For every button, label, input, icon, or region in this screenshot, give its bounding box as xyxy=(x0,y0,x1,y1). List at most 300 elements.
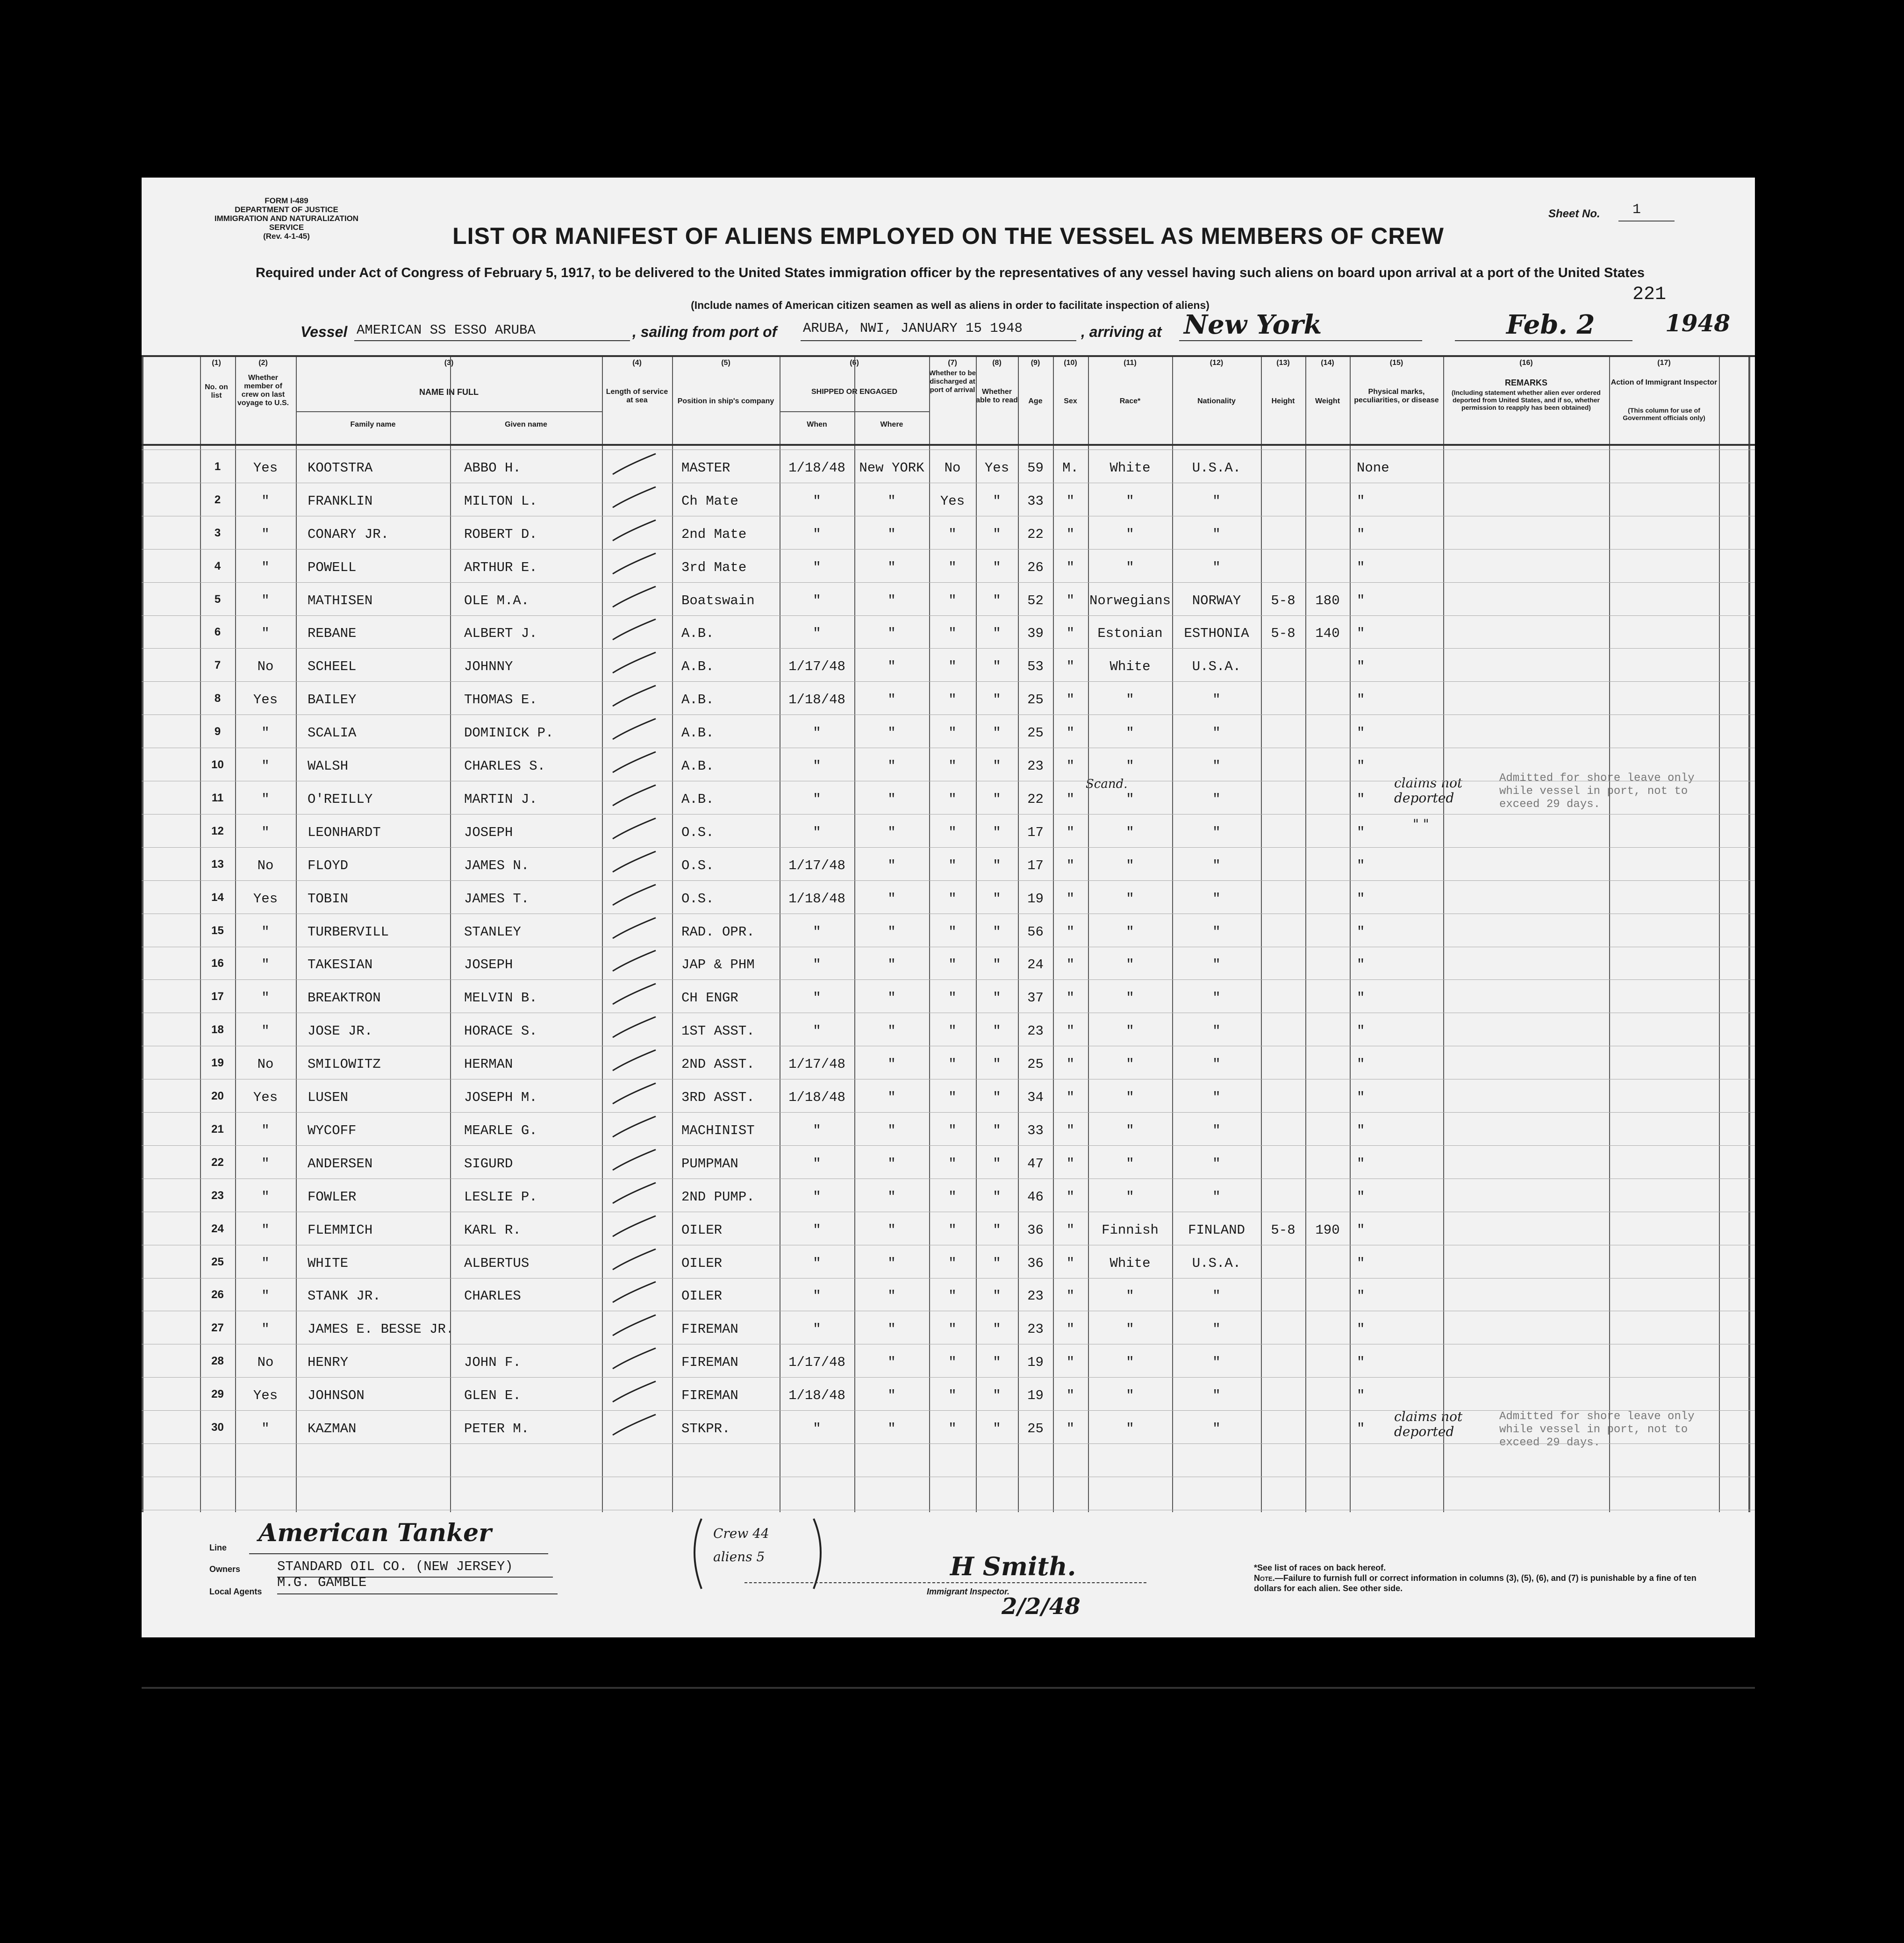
cell-family: BAILEY xyxy=(308,692,357,707)
cell-no: 24 xyxy=(211,1222,224,1235)
cell-nat: " xyxy=(1212,692,1221,707)
cell-phys: " xyxy=(1357,990,1365,1006)
cell-age: 17 xyxy=(1027,858,1044,873)
cell-prev: " xyxy=(261,1023,270,1039)
cell-nat: " xyxy=(1212,1288,1221,1304)
cell-prev: " xyxy=(261,990,270,1006)
cell-given: MELVIN B. xyxy=(464,990,537,1006)
header-action: Action of Immigrant Inspector xyxy=(1611,379,1718,386)
cell-given: HERMAN xyxy=(464,1057,513,1072)
vessel-underline xyxy=(354,340,630,341)
cell-family: LUSEN xyxy=(308,1090,349,1105)
stamp-number: 221 xyxy=(1632,284,1667,305)
cell-race: " xyxy=(1126,792,1134,807)
cell-sex: " xyxy=(1066,924,1075,940)
cell-nat: " xyxy=(1212,527,1221,542)
crew-count: Crew 44 xyxy=(713,1526,769,1541)
cell-no: 4 xyxy=(214,560,221,572)
check-mark-icon xyxy=(609,517,660,545)
cell-given: CHARLES S. xyxy=(464,758,546,774)
cell-no: 3 xyxy=(214,527,221,539)
line-underline xyxy=(249,1553,548,1554)
cell-phys: " xyxy=(1357,924,1365,940)
cell-position: O.S. xyxy=(681,858,714,873)
cell-family: TAKESIAN xyxy=(308,957,373,972)
sheet-no-label: Sheet No. xyxy=(1548,207,1600,220)
cell-sex: " xyxy=(1066,1156,1075,1172)
header-weight: Weight xyxy=(1315,397,1340,405)
cell-where: " xyxy=(888,1023,896,1039)
cell-where: " xyxy=(888,527,896,542)
cell-no: 14 xyxy=(211,891,224,904)
cell-phys: " xyxy=(1357,1057,1365,1072)
cell-weight: 180 xyxy=(1315,593,1340,608)
header-physical: Physical marks, peculiarities, or disease xyxy=(1354,388,1439,404)
cell-family: KAZMAN xyxy=(308,1421,357,1436)
col-num: (2) xyxy=(258,359,268,367)
cell-read: " xyxy=(993,1222,1001,1238)
cell-family: TOBIN xyxy=(308,891,349,907)
table-row xyxy=(142,1388,1755,1407)
cell-age: 26 xyxy=(1027,560,1044,575)
table-row xyxy=(142,957,1755,976)
check-mark-icon xyxy=(609,749,660,777)
agents-underline xyxy=(277,1593,558,1594)
cell-phys: " xyxy=(1357,1322,1365,1337)
header-bottom-rule xyxy=(142,444,1755,446)
cell-read: " xyxy=(993,527,1001,542)
inspector-date: 2/2/48 xyxy=(1002,1593,1081,1620)
cell-no: 8 xyxy=(214,692,221,705)
cell-nat: U.S.A. xyxy=(1192,659,1241,674)
cell-nat: ESTHONIA xyxy=(1184,626,1249,641)
cell-when: " xyxy=(813,990,821,1006)
cell-no: 27 xyxy=(211,1322,224,1334)
header-discharged: Whether to be discharged at port of arrival xyxy=(929,369,976,394)
header-name-in-full: NAME IN FULL xyxy=(419,387,479,397)
cell-where: " xyxy=(888,924,896,940)
cell-when: " xyxy=(813,1123,821,1138)
cell-where: " xyxy=(888,1123,896,1138)
crew-count-note xyxy=(687,1514,828,1593)
sailing-underline xyxy=(801,340,1076,341)
cell-when: 1/18/48 xyxy=(788,460,845,476)
header-action-note: (This column for use of Government officials only) xyxy=(1623,407,1705,421)
cell-given: DOMINICK P. xyxy=(464,725,554,741)
header-when: When xyxy=(807,421,827,429)
cell-age: 53 xyxy=(1027,659,1044,674)
cell-nat: " xyxy=(1212,858,1221,873)
cell-sex: " xyxy=(1066,792,1075,807)
cell-family: JOSE JR. xyxy=(308,1023,373,1039)
cell-no: 2 xyxy=(214,493,221,506)
row-rule xyxy=(142,979,1755,980)
cell-when: " xyxy=(813,1222,821,1238)
cell-disch: " xyxy=(948,825,957,840)
header-race: Race* xyxy=(1119,397,1141,405)
cell-sex: " xyxy=(1066,858,1075,873)
cell-no: 29 xyxy=(211,1388,224,1400)
cell-position: OILER xyxy=(681,1256,723,1271)
cell-read: " xyxy=(993,990,1001,1006)
cell-sex: " xyxy=(1066,1421,1075,1436)
column-rule xyxy=(235,355,236,1512)
cell-sex: " xyxy=(1066,1123,1075,1138)
cell-position: 2ND PUMP. xyxy=(681,1189,755,1205)
cell-family: SCHEEL xyxy=(308,659,357,674)
cell-phys: " xyxy=(1357,626,1365,641)
form-id-line: (Rev. 4-1-45) xyxy=(263,232,310,241)
vessel-line xyxy=(301,309,1731,346)
cell-phys: " xyxy=(1357,493,1365,509)
cell-given: MEARLE G. xyxy=(464,1123,537,1138)
cell-height: 5-8 xyxy=(1271,593,1296,608)
cell-prev: No xyxy=(257,858,274,873)
table-row xyxy=(142,1322,1755,1340)
header-no-on-list: No. on list xyxy=(205,383,228,400)
cell-phys: " xyxy=(1357,1123,1365,1138)
cell-where: " xyxy=(888,626,896,641)
cell-disch: " xyxy=(948,1388,957,1403)
cell-read: " xyxy=(993,957,1001,972)
cell-family: JOHNSON xyxy=(308,1388,365,1403)
row-rule xyxy=(142,681,1755,682)
cell-given: CHARLES xyxy=(464,1288,521,1304)
cell-family: FRANKLIN xyxy=(308,493,373,509)
check-mark-icon xyxy=(609,1345,660,1373)
header-nationality: Nationality xyxy=(1197,397,1236,405)
cell-given: HORACE S. xyxy=(464,1023,537,1039)
cell-age: 25 xyxy=(1027,1421,1044,1436)
cell-given: THOMAS E. xyxy=(464,692,537,707)
cell-given: MILTON L. xyxy=(464,493,537,509)
check-mark-icon xyxy=(609,1312,660,1340)
cell-no: 1 xyxy=(214,460,221,473)
col-num: (14) xyxy=(1321,359,1334,367)
header-given-name: Given name xyxy=(505,421,547,429)
line-value: American Tanker xyxy=(258,1519,492,1547)
cell-disch: " xyxy=(948,659,957,674)
check-mark-icon xyxy=(609,882,660,910)
cell-race: " xyxy=(1126,725,1134,741)
check-mark-icon xyxy=(609,981,660,1009)
cell-family: POWELL xyxy=(308,560,357,575)
cell-read: " xyxy=(993,1057,1001,1072)
cell-sex: " xyxy=(1066,1057,1075,1072)
cell-disch: " xyxy=(948,758,957,774)
cell-disch: " xyxy=(948,1421,957,1436)
table-row xyxy=(142,1090,1755,1108)
cell-sex: " xyxy=(1066,593,1075,608)
cell-when: 1/18/48 xyxy=(788,1090,845,1105)
cell-phys: " xyxy=(1357,1355,1365,1370)
cell-phys: " xyxy=(1357,957,1365,972)
cell-prev: Yes xyxy=(253,460,278,476)
row-rule xyxy=(142,1410,1755,1411)
cell-where: " xyxy=(888,1090,896,1105)
column-rule xyxy=(672,355,673,1512)
cell-nat: U.S.A. xyxy=(1192,460,1241,476)
cell-disch: Yes xyxy=(940,493,965,509)
cell-phys: " xyxy=(1357,527,1365,542)
cell-disch: " xyxy=(948,1256,957,1271)
cell-sex: " xyxy=(1066,659,1075,674)
cell-race: " xyxy=(1126,957,1134,972)
cell-where: " xyxy=(888,1355,896,1370)
cell-prev: " xyxy=(261,1256,270,1271)
column-rule xyxy=(1305,355,1306,1512)
cell-disch: " xyxy=(948,527,957,542)
cell-nat: " xyxy=(1212,725,1221,741)
cell-disch: " xyxy=(948,1322,957,1337)
cell-sex: " xyxy=(1066,626,1075,641)
cell-when: 1/17/48 xyxy=(788,1057,845,1072)
cell-nat: " xyxy=(1212,792,1221,807)
cell-where: " xyxy=(888,493,896,509)
cell-when: 1/18/48 xyxy=(788,692,845,707)
cell-given: LESLIE P. xyxy=(464,1189,537,1205)
line-label: Line xyxy=(209,1543,227,1552)
cell-age: 25 xyxy=(1027,725,1044,741)
arrival-year: 1948 xyxy=(1665,309,1731,337)
table-row xyxy=(142,1256,1755,1274)
column-rule xyxy=(929,355,930,1512)
cell-where: " xyxy=(888,1189,896,1205)
cell-position: A.B. xyxy=(681,792,714,807)
cell-age: 33 xyxy=(1027,493,1044,509)
cell-when: " xyxy=(813,593,821,608)
remark-shore-leave: Admitted for shore leave only while vessel in port, not to exceed 29 days. xyxy=(1499,1410,1695,1449)
table-row xyxy=(142,1023,1755,1042)
cell-no: 17 xyxy=(211,990,224,1003)
cell-sex: " xyxy=(1066,725,1075,741)
cell-position: RAD. OPR. xyxy=(681,924,755,940)
cell-position: Boatswain xyxy=(681,593,755,608)
col-num: (10) xyxy=(1064,359,1077,367)
cell-disch: " xyxy=(948,725,957,741)
cell-when: 1/18/48 xyxy=(788,1388,845,1403)
cell-position: Ch Mate xyxy=(681,493,738,509)
cell-nat: " xyxy=(1212,1156,1221,1172)
cell-family: HENRY xyxy=(308,1355,349,1370)
cell-position: A.B. xyxy=(681,659,714,674)
cell-position: FIREMAN xyxy=(681,1322,738,1337)
table-row xyxy=(142,1123,1755,1142)
cell-nat: " xyxy=(1212,493,1221,509)
row-rule xyxy=(142,714,1755,715)
cell-prev: " xyxy=(261,560,270,575)
cell-nat: " xyxy=(1212,1355,1221,1370)
cell-where: " xyxy=(888,990,896,1006)
cell-race: " xyxy=(1126,1355,1134,1370)
cell-no: 18 xyxy=(211,1023,224,1036)
cell-where: " xyxy=(888,593,896,608)
cell-nat: " xyxy=(1212,1388,1221,1403)
cell-position: MACHINIST xyxy=(681,1123,755,1138)
cell-disch: " xyxy=(948,891,957,907)
cell-phys: " xyxy=(1357,891,1365,907)
check-mark-icon xyxy=(609,1246,660,1274)
cell-read: " xyxy=(993,1256,1001,1271)
cell-family: KOOTSTRA xyxy=(308,460,373,476)
cell-given: SIGURD xyxy=(464,1156,513,1172)
cell-position: JAP & PHM xyxy=(681,957,755,972)
cell-disch: " xyxy=(948,626,957,641)
cell-race: Finnish xyxy=(1102,1222,1159,1238)
cell-family: FLEMMICH xyxy=(308,1222,373,1238)
cell-prev: Yes xyxy=(253,692,278,707)
cell-read: " xyxy=(993,593,1001,608)
cell-race: " xyxy=(1126,1123,1134,1138)
cell-age: 56 xyxy=(1027,924,1044,940)
cell-when: 1/18/48 xyxy=(788,891,845,907)
cell-where: " xyxy=(888,692,896,707)
cell-race: " xyxy=(1126,1023,1134,1039)
arriving-underline xyxy=(1179,340,1422,341)
cell-race: Norwegians xyxy=(1089,593,1171,608)
cell-no: 30 xyxy=(211,1421,224,1434)
check-mark-icon xyxy=(609,1279,660,1307)
cell-position: PUMPMAN xyxy=(681,1156,738,1172)
cell-position: A.B. xyxy=(681,758,714,774)
cell-position: A.B. xyxy=(681,725,714,741)
cell-nat: " xyxy=(1212,1189,1221,1205)
cell-position: O.S. xyxy=(681,825,714,840)
cell-prev: " xyxy=(261,1189,270,1205)
column-rule xyxy=(602,355,603,1512)
cell-prev: No xyxy=(257,1355,274,1370)
column-rule xyxy=(1748,355,1750,1512)
cell-age: 25 xyxy=(1027,692,1044,707)
table-row xyxy=(142,1156,1755,1175)
cell-race: " xyxy=(1126,858,1134,873)
cell-sex: " xyxy=(1066,1189,1075,1205)
cell-race: " xyxy=(1126,1090,1134,1105)
check-mark-icon xyxy=(609,915,660,943)
header-age: Age xyxy=(1028,397,1043,405)
row-rule xyxy=(142,1377,1755,1378)
cell-read: " xyxy=(993,659,1001,674)
cell-phys: " xyxy=(1357,1256,1365,1271)
cell-race: " xyxy=(1126,891,1134,907)
cell-no: 20 xyxy=(211,1090,224,1102)
cell-where: " xyxy=(888,1288,896,1304)
cell-sex: " xyxy=(1066,1222,1075,1238)
row-rule xyxy=(142,1112,1755,1113)
cell-family: LEONHARDT xyxy=(308,825,381,840)
cell-read: " xyxy=(993,626,1001,641)
cell-disch: " xyxy=(948,1222,957,1238)
cell-disch: " xyxy=(948,924,957,940)
cell-prev: " xyxy=(261,758,270,774)
cell-phys: " xyxy=(1357,659,1365,674)
cell-read: " xyxy=(993,1322,1001,1337)
cell-family: MATHISEN xyxy=(308,593,373,608)
table-row xyxy=(142,924,1755,943)
check-mark-icon xyxy=(609,451,660,479)
cell-given: PETER M. xyxy=(464,1421,530,1436)
cell-age: 23 xyxy=(1027,1288,1044,1304)
cell-position: OILER xyxy=(681,1288,723,1304)
cell-nat: FINLAND xyxy=(1188,1222,1245,1238)
cell-prev: " xyxy=(261,725,270,741)
cell-sex: " xyxy=(1066,560,1075,575)
cell-phys: " xyxy=(1357,692,1365,707)
cell-race: " xyxy=(1126,560,1134,575)
cell-sex: " xyxy=(1066,825,1075,840)
cell-when: " xyxy=(813,1322,821,1337)
footer-notes xyxy=(1254,1563,1703,1593)
cell-position: FIREMAN xyxy=(681,1355,738,1370)
check-mark-icon xyxy=(609,716,660,744)
cell-prev: " xyxy=(261,1322,270,1337)
cell-weight: 190 xyxy=(1315,1222,1340,1238)
check-mark-icon xyxy=(609,1114,660,1142)
cell-read: " xyxy=(993,825,1001,840)
check-mark-icon xyxy=(609,1014,660,1042)
cell-sex: " xyxy=(1066,990,1075,1006)
cell-no: 16 xyxy=(211,957,224,970)
cell-phys: " xyxy=(1357,758,1365,774)
cell-no: 9 xyxy=(214,725,221,738)
cell-when: " xyxy=(813,957,821,972)
cell-sex: " xyxy=(1066,1256,1075,1271)
cell-sex: " xyxy=(1066,1388,1075,1403)
cell-prev: " xyxy=(261,1421,270,1436)
cell-no: 11 xyxy=(211,792,224,804)
cell-phys: " xyxy=(1357,1189,1365,1205)
cell-position: O.S. xyxy=(681,891,714,907)
cell-when: " xyxy=(813,527,821,542)
cell-where: " xyxy=(888,659,896,674)
cell-family: ANDERSEN xyxy=(308,1156,373,1172)
arrival-date: Feb. 2 xyxy=(1506,309,1595,340)
cell-age: 23 xyxy=(1027,1322,1044,1337)
header-whether-member: Whether member of crew on last voyage to U.S. xyxy=(237,374,289,407)
row-rule xyxy=(142,648,1755,649)
check-mark-icon xyxy=(609,948,660,976)
cell-race: " xyxy=(1126,1189,1134,1205)
cell-given: MARTIN J. xyxy=(464,792,537,807)
table-bottom-rule xyxy=(142,1687,1755,1689)
column-rule xyxy=(1350,355,1351,1512)
cell-age: 17 xyxy=(1027,825,1044,840)
cell-read: " xyxy=(993,692,1001,707)
inspector-label: Immigrant Inspector. xyxy=(927,1587,1010,1596)
cell-where: " xyxy=(888,792,896,807)
cell-when: 1/17/48 xyxy=(788,1355,845,1370)
cell-race: " xyxy=(1126,758,1134,774)
cell-disch: " xyxy=(948,1355,957,1370)
races-note: *See list of races on back hereof. xyxy=(1254,1563,1386,1572)
cell-no: 13 xyxy=(211,858,224,871)
cell-when: " xyxy=(813,1189,821,1205)
cell-phys: " xyxy=(1357,1090,1365,1105)
cell-age: 19 xyxy=(1027,1388,1044,1403)
column-rule xyxy=(1719,355,1720,1512)
cell-read: Yes xyxy=(984,460,1009,476)
header-remarks: REMARKS xyxy=(1504,378,1547,387)
cell-no: 25 xyxy=(211,1256,224,1268)
cell-when: 1/17/48 xyxy=(788,858,845,873)
cell-sex: " xyxy=(1066,1023,1075,1039)
cell-given: JOHNNY xyxy=(464,659,513,674)
cell-prev: No xyxy=(257,659,274,674)
vessel-label: Vessel xyxy=(301,323,348,340)
cell-race: " xyxy=(1126,527,1134,542)
col-num: (6) xyxy=(850,359,859,367)
header-length-service: Length of service at sea xyxy=(606,388,668,404)
